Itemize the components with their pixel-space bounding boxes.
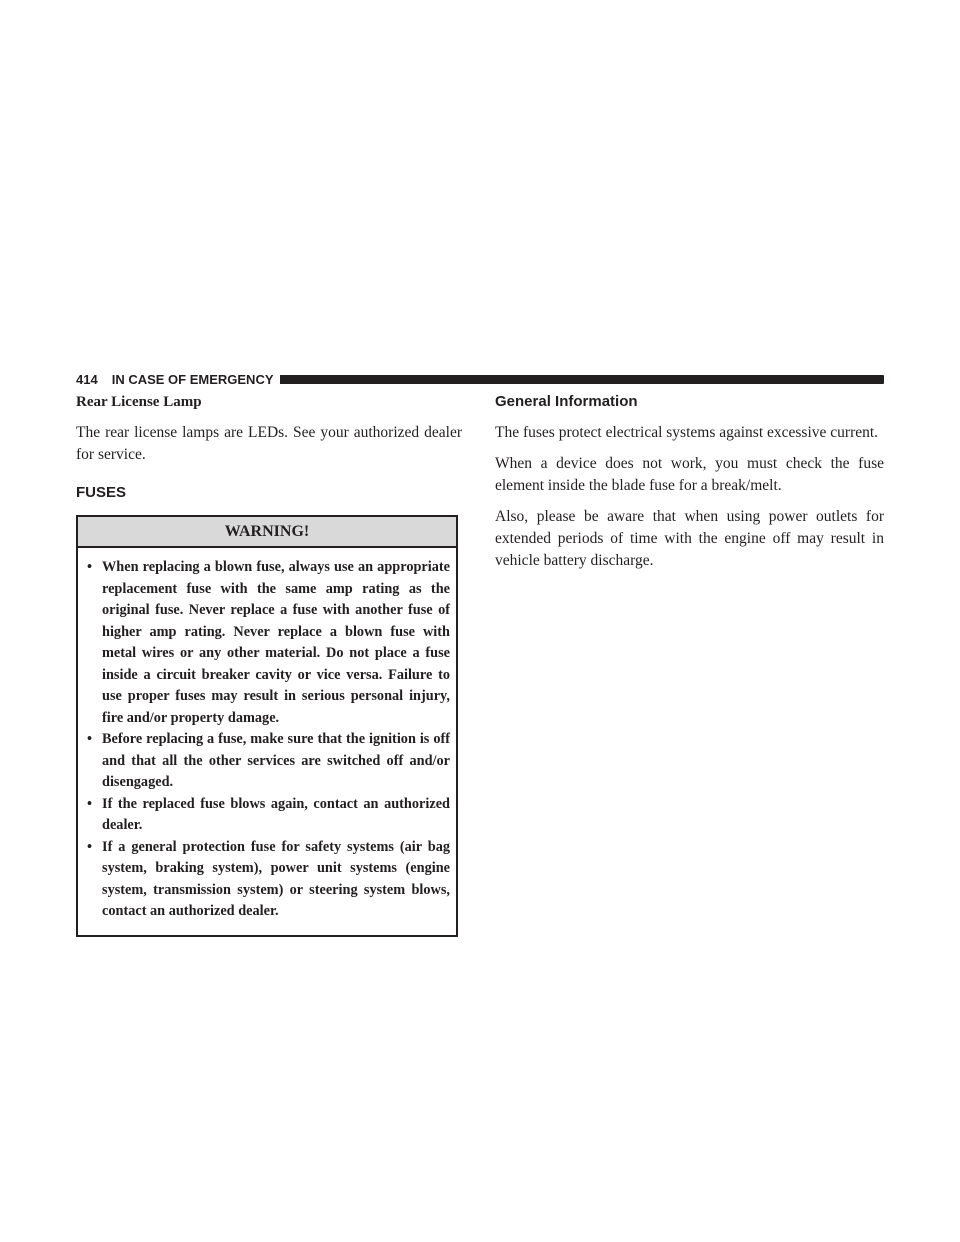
header-rule — [280, 375, 885, 384]
bullet-icon: • — [87, 795, 93, 812]
fuses-heading: FUSES — [76, 484, 127, 501]
warning-title: WARNING! — [78, 517, 456, 548]
bullet-icon: • — [87, 559, 93, 575]
warning-item — [86, 794, 450, 837]
warning-item — [86, 837, 450, 923]
section-title: IN CASE OF EMERGENCY — [111, 371, 274, 387]
warning-item — [86, 557, 450, 729]
general-information-paragraph: The fuses protect electrical systems against excessive current. — [495, 424, 879, 441]
general-information-heading: General Information — [495, 393, 638, 410]
warning-item-text: If a general protection fuse for safety systems (air bag system, braking system), power unit systems (engine system, transmission system) or steering system blows, contact an authorized dealer. — [102, 838, 450, 919]
warning-item — [86, 729, 450, 794]
right-column — [495, 392, 884, 581]
page-header — [76, 371, 884, 387]
page-number: 414 — [76, 371, 98, 387]
general-information-paragraph: When a device does not work, you must check the fuse element inside the blade fuse for a break/melt. — [495, 455, 884, 494]
warning-item-text: Before replacing a fuse, make sure that the ignition is off and that all the other services are switched off and/or disengaged. — [102, 731, 450, 790]
left-column — [76, 392, 462, 937]
rear-license-lamp-heading: Rear License Lamp — [76, 394, 202, 410]
general-information-paragraph: Also, please be aware that when using power outlets for extended periods of time with the engine off may result in vehicle battery discharge. — [495, 508, 884, 569]
rear-license-lamp-text: The rear license lamps are LEDs. See your authorized dealer for service. — [76, 424, 462, 463]
warning-box — [76, 515, 458, 937]
bullet-icon: • — [87, 838, 93, 855]
warning-item-text: If the replaced fuse blows again, contact an authorized dealer. — [102, 795, 450, 833]
warning-list — [78, 548, 456, 935]
warning-item-text: When replacing a blown fuse, always use an appropriate replacement fuse with the same amp rating as the original fuse. Never replace a fuse with another fuse of higher amp rating. Never replace a blown fuse with metal wires or any other material. Do not place a fuse inside a circuit breaker cavity or vice versa. Failure to use proper fuses may result in serious personal injury, fire and/or property damage. — [102, 559, 450, 726]
bullet-icon: • — [87, 731, 93, 747]
